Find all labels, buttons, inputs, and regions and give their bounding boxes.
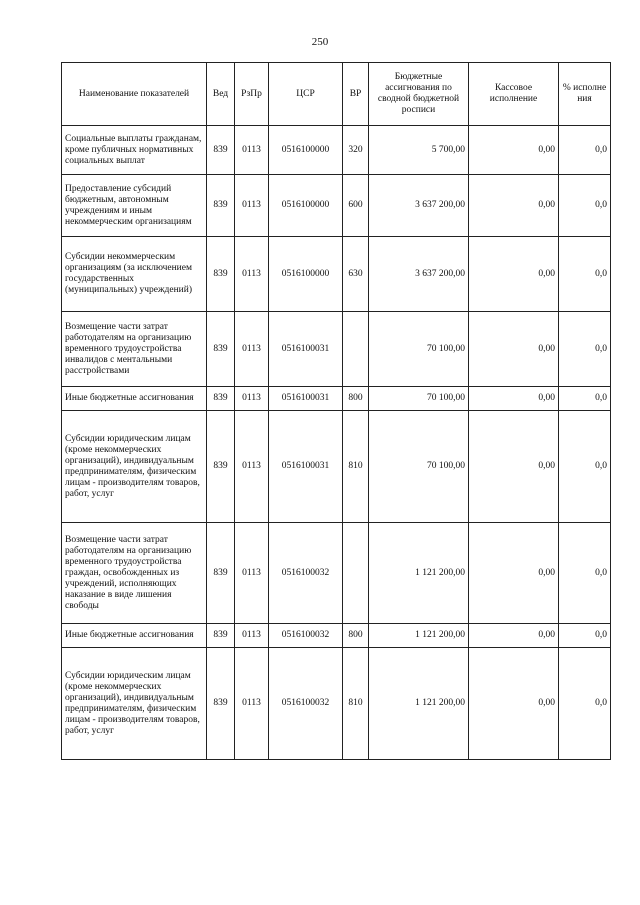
row-cash: 0,00 <box>469 237 559 312</box>
table-row <box>62 237 611 312</box>
row-rzpr: 0113 <box>235 387 269 411</box>
row-assignments: 1 121 200,00 <box>369 648 469 760</box>
row-percent: 0,0 <box>559 312 611 387</box>
header-cash: Кассовое исполнение <box>469 63 559 126</box>
row-name: Иные бюджетные ассигнования <box>62 387 207 411</box>
row-percent: 0,0 <box>559 523 611 624</box>
row-assignments: 1 121 200,00 <box>369 624 469 648</box>
row-assignments: 70 100,00 <box>369 411 469 523</box>
row-rzpr: 0113 <box>235 523 269 624</box>
row-percent: 0,0 <box>559 237 611 312</box>
header-rzpr: РзПр <box>235 63 269 126</box>
row-percent: 0,0 <box>559 624 611 648</box>
row-assignments: 3 637 200,00 <box>369 175 469 237</box>
header-vr: ВР <box>343 63 369 126</box>
row-cash: 0,00 <box>469 624 559 648</box>
row-rzpr: 0113 <box>235 624 269 648</box>
row-ved: 839 <box>207 624 235 648</box>
row-ved: 839 <box>207 387 235 411</box>
table-row <box>62 126 611 175</box>
row-csr: 0516100031 <box>269 312 343 387</box>
row-percent: 0,0 <box>559 387 611 411</box>
row-name: Субсидии некоммерческим организациям (за исключением государственных (муниципальных) учреждений) <box>62 237 207 312</box>
row-csr: 0516100031 <box>269 387 343 411</box>
row-percent: 0,0 <box>559 126 611 175</box>
row-ved: 839 <box>207 175 235 237</box>
table-row <box>62 387 611 411</box>
row-name: Социальные выплаты гражданам, кроме публичных нормативных социальных выплат <box>62 126 207 175</box>
header-percent: % исполне ния <box>559 63 611 126</box>
row-csr: 0516100031 <box>269 411 343 523</box>
row-rzpr: 0113 <box>235 648 269 760</box>
row-csr: 0516100032 <box>269 624 343 648</box>
row-assignments: 1 121 200,00 <box>369 523 469 624</box>
row-cash: 0,00 <box>469 126 559 175</box>
row-rzpr: 0113 <box>235 237 269 312</box>
row-percent: 0,0 <box>559 411 611 523</box>
table-row <box>62 411 611 523</box>
row-csr: 0516100000 <box>269 175 343 237</box>
row-percent: 0,0 <box>559 648 611 760</box>
row-percent: 0,0 <box>559 175 611 237</box>
row-csr: 0516100032 <box>269 523 343 624</box>
row-vr <box>343 523 369 624</box>
row-assignments: 3 637 200,00 <box>369 237 469 312</box>
row-vr: 630 <box>343 237 369 312</box>
row-rzpr: 0113 <box>235 312 269 387</box>
row-vr <box>343 312 369 387</box>
row-assignments: 70 100,00 <box>369 312 469 387</box>
row-vr: 800 <box>343 624 369 648</box>
header-csr: ЦСР <box>269 63 343 126</box>
row-csr: 0516100032 <box>269 648 343 760</box>
row-name: Субсидии юридическим лицам (кроме некоммерческих организаций), индивидуальным предпринимателям, физическим лицам - производителям товаров, работ, услуг <box>62 648 207 760</box>
row-ved: 839 <box>207 523 235 624</box>
table-row <box>62 175 611 237</box>
row-cash: 0,00 <box>469 411 559 523</box>
row-ved: 839 <box>207 411 235 523</box>
row-ved: 839 <box>207 648 235 760</box>
row-cash: 0,00 <box>469 312 559 387</box>
header-ved: Вед <box>207 63 235 126</box>
row-cash: 0,00 <box>469 175 559 237</box>
row-csr: 0516100000 <box>269 237 343 312</box>
row-name: Иные бюджетные ассигнования <box>62 624 207 648</box>
row-name: Возмещение части затрат работодателям на организацию временного трудоустройства инвалидов с ментальными расстройствами <box>62 312 207 387</box>
table-row <box>62 624 611 648</box>
row-vr: 320 <box>343 126 369 175</box>
row-cash: 0,00 <box>469 648 559 760</box>
row-vr: 600 <box>343 175 369 237</box>
table-row <box>62 312 611 387</box>
table-header-row <box>62 63 611 126</box>
row-ved: 839 <box>207 126 235 175</box>
row-assignments: 5 700,00 <box>369 126 469 175</box>
row-rzpr: 0113 <box>235 411 269 523</box>
row-vr: 810 <box>343 411 369 523</box>
row-rzpr: 0113 <box>235 126 269 175</box>
row-ved: 839 <box>207 312 235 387</box>
header-assignments: Бюджетные ассигнования по сводной бюджетной росписи <box>369 63 469 126</box>
row-cash: 0,00 <box>469 523 559 624</box>
row-vr: 810 <box>343 648 369 760</box>
row-name: Возмещение части затрат работодателям на организацию временного трудоустройства граждан, освобожденных из учреждений, исполняющих наказание в виде лишения свободы <box>62 523 207 624</box>
row-cash: 0,00 <box>469 387 559 411</box>
row-name: Предоставление субсидий бюджетным, автономным учреждениям и иным некоммерческим организациям <box>62 175 207 237</box>
row-csr: 0516100000 <box>269 126 343 175</box>
header-name: Наименование показателей <box>62 63 207 126</box>
table-row <box>62 523 611 624</box>
row-rzpr: 0113 <box>235 175 269 237</box>
row-ved: 839 <box>207 237 235 312</box>
row-assignments: 70 100,00 <box>369 387 469 411</box>
budget-execution-table <box>61 62 611 760</box>
row-vr: 800 <box>343 387 369 411</box>
table-row <box>62 648 611 760</box>
page-number: 250 <box>311 36 329 48</box>
row-name: Субсидии юридическим лицам (кроме некоммерческих организаций), индивидуальным предпринимателям, физическим лицам - производителям товаров, работ, услуг <box>62 411 207 523</box>
